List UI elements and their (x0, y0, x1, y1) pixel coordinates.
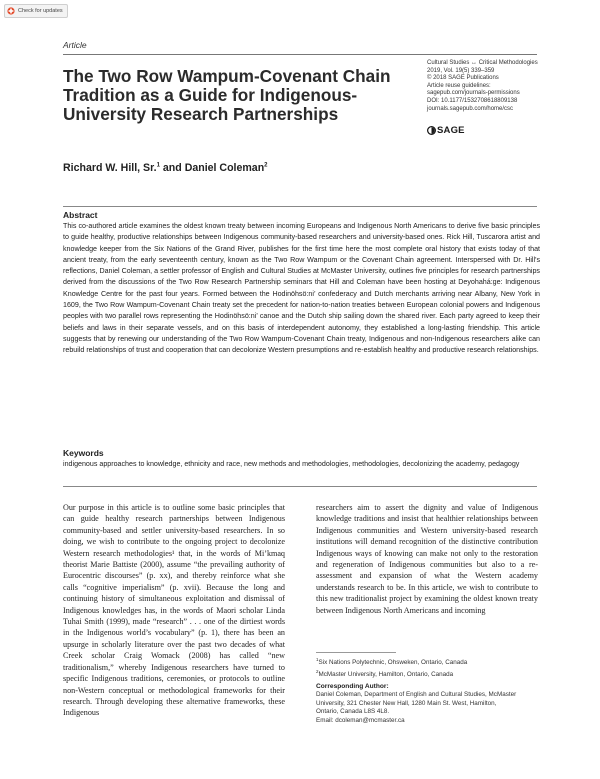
sage-logo-icon (427, 126, 436, 135)
footnote-divider (316, 652, 396, 653)
body-text-left-column: Our purpose in this article is to outline some basic principles that can guide healthy research partnerships between Indigenous community-based and settler university-based researchers. In so doing, we wish to contribute to the ongoing project to decolonize Western research methodologies¹ that, in the words of Mi’kmaq theorist Marie Battiste (2000), assume “the prevailing authority of Eurocentric discourses” (p. xx), and thereby reinforce what she calls “cognitive imperialism” (p. xvii). Because the long and continuing history of simultaneous exploitation and dismissal of Indigenous knowledges has, in the words of Maori scholar Linda Tuhai Smith (1999), made “research” . . . one of the dirtiest words in the Indigenous world’s vocabulary” (p. 1), there has been an upsurge in scholarly literature over the past two decades of what Creek scholar Craig Womack (2008) has called “new traditionalism,” whereby Indigenous researchers have turned to specific Indigenous traditions, ceremonies, or protocols to outline non-Western conceptual or methodological frameworks for their research. Through developing these alternative frameworks, these Indigenous (63, 503, 285, 718)
author-name: Richard W. Hill, Sr. (63, 162, 157, 174)
article-type-label: Article (63, 40, 87, 50)
copyright-line: © 2018 SAGE Publications (427, 75, 499, 82)
corresponding-author-line: University, 321 Chester New Hall, 1280 Main St. West, Hamilton, (316, 699, 497, 707)
affiliation-line: $^2$McMaster University, Hamilton, Ontario, Canada (316, 668, 454, 678)
publisher-name: SAGE (437, 125, 465, 136)
check-for-updates-badge[interactable] (4, 4, 68, 18)
affiliation-mark: 2 (264, 162, 268, 169)
affiliation-mark: 1 (156, 162, 160, 169)
doi-link[interactable]: DOI: 10.1177/1532708618809138 (427, 97, 518, 104)
author-list (63, 162, 268, 174)
author-name: Daniel Coleman (184, 162, 265, 174)
corresponding-author-heading: Corresponding Author: (316, 683, 389, 690)
corresponding-author-line: Daniel Coleman, Department of English and Cultural Studies, McMaster (316, 691, 517, 698)
abstract-divider (63, 206, 537, 207)
keywords-heading: Keywords (63, 448, 104, 458)
check-for-updates-label: Check for updates (18, 8, 63, 14)
crossmark-icon (7, 7, 15, 15)
author-connector: and (159, 162, 185, 174)
article-title: The Two Row Wampum-Covenant Chain Tradition as a Guide for Indigenous-University Research Partnerships (63, 66, 391, 124)
journal-home-link[interactable]: journals.sagepub.com/home/csc (427, 105, 514, 112)
corresponding-author-email[interactable]: Email: dcoleman@mcmaster.ca (316, 716, 405, 724)
corresponding-author-line: Ontario, Canada L8S 4L8. (316, 708, 390, 716)
reuse-guidelines: Article reuse guidelines: (427, 82, 491, 89)
header-divider (63, 54, 537, 55)
journal-volume: 2019, Vol. 19(5) 339–359 (427, 67, 495, 74)
journal-info (427, 60, 557, 113)
affiliations (316, 656, 546, 679)
keywords-divider (63, 486, 537, 487)
corresponding-author-details (316, 691, 541, 725)
permissions-link[interactable]: sagepub.com/journals-permissions (427, 90, 520, 97)
journal-name: Cultural Studies ↔ Critical Methodologies (427, 60, 538, 66)
abstract-heading: Abstract (63, 210, 98, 220)
body-text-right-column: researchers aim to assert the dignity and value of Indigenous knowledge traditions and insist that healthier relationships between Indigenous communities and Western university-based research institutions will demand recognition of the distinctive contribution Indigenous ways of knowing can make not only to the restoration and regeneration of Indigenous communities but also to a re-assessment and expansion of what the Western academy understands research to be. In this article, we wish to contribute to this new traditionalist project by examining the oldest known treaty between Indigenous North Americans and incoming (316, 503, 538, 615)
keywords-text: indigenous approaches to knowledge, ethnicity and race, new methods and methodologies, methodologies, decolonizing the academy, pedagogy (63, 460, 520, 468)
abstract-text: This co-authored article examines the oldest known treaty between incoming Europeans and Indigenous North Americans to derive five basic principles to guide healthy, productive relationships between Indigenous community-based researchers and university-based ones. Rick Hill, Tuscarora artist and knowledge keeper from the Six Nations of the Grand River, publishes for the first time here the most complete oral history that exists today of that ancient treaty, from the early seventeenth century, known as the Two Row Wampum or the Covenant Chain agreement. Interspersed with Dr. Hill's reflections, Daniel Coleman, a settler professor of English and Cultural Studies at McMaster University, outlines five principles for research partnerships derived from the discussions of the Two Row Research Partnership seminars that Hill and Coleman have been hosting at Deyohahá:ge: Indigenous Knowledge Centre for the past four years. Formed between the Hodinöhsö:ni’ confederacy and Dutch merchants arriving near Albany, New York in 1609, the Two Row Wampum-Covenant Chain treaty set the precedent for nation-to-nation treaties between European colonial powers and Indigenous peoples with two parallel rows representing the Hodinöhsö:ni’ canoe and the Dutch ship sailing down the shared river. Each party agreed to keep their beliefs and laws in their separate vessels, and on this basis of interdependent autonomy, they established a long-lasting friendship. This article suggests that by renewing our understanding of the Two Row Wampum-Covenant Chain treaty, Indigenous and non-Indigenous researchers alike can rebuild relationships of trust and cooperation that can decolonize Western presumptions and re-establish healthy and productive research relationships. (63, 222, 540, 355)
affiliation-line: $^1$Six Nations Polytechnic, Ohsweken, Ontario, Canada (316, 657, 468, 667)
sage-logo (427, 125, 465, 136)
